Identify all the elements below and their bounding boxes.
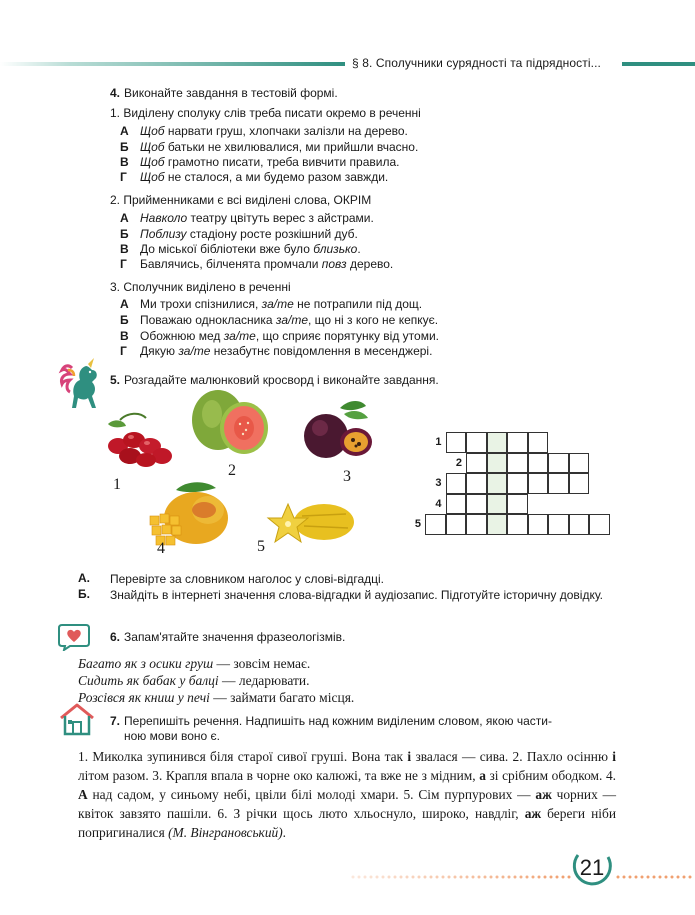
footer-dot [556, 876, 559, 879]
crossword-cell[interactable] [528, 514, 549, 535]
option-3d: Г Дякую за/те незабутнє повідомлення в месенджері. [120, 344, 433, 358]
footer-dot [388, 876, 391, 879]
fruit-label-5: 5 [257, 538, 265, 555]
crossword-cell[interactable] [569, 453, 590, 474]
footer-dot [526, 876, 529, 879]
footer-dot [659, 876, 662, 879]
footer-dot [358, 876, 361, 879]
footer-dot [400, 876, 403, 879]
fruit-label-2: 2 [228, 462, 236, 479]
footer-dot [538, 876, 541, 879]
footer-dot [376, 876, 379, 879]
footer-dot [502, 876, 505, 879]
footer-dot [532, 876, 535, 879]
crossword-cell[interactable] [487, 514, 508, 535]
crossword-cell[interactable] [507, 514, 528, 535]
crossword-cell[interactable] [507, 453, 528, 474]
unicorn-icon [58, 358, 106, 413]
crossword-cell[interactable] [528, 453, 549, 474]
crossword-row-number: 5 [414, 518, 421, 530]
crossword-cell[interactable] [569, 473, 590, 494]
footer-dot [490, 876, 493, 879]
footer-dot [418, 876, 421, 879]
task-title: Виконайте завдання в тестовій формі. [124, 86, 338, 100]
task-number: 5. [110, 373, 121, 387]
footer-dot [508, 876, 511, 879]
crossword-cell[interactable] [528, 473, 549, 494]
option-1b: Б Щоб батьки не хвилювалися, ми прийшли вчасно. [120, 140, 419, 154]
option-2d: Г Бавлячись, білченята промчали повз дерево. [120, 257, 394, 271]
passion-fruit-image [300, 398, 380, 466]
footer-dot [653, 876, 656, 879]
crossword-cell[interactable] [507, 494, 528, 515]
task-7-title-cont: ною мови воно є. [124, 729, 220, 743]
header-rule-right [622, 62, 695, 66]
paragraph-text: 1. Миколка зупинився біля старої сивої груші. Вона так [78, 749, 408, 764]
footer-dot [689, 876, 692, 879]
footer-dot [394, 876, 397, 879]
footer-dot [520, 876, 523, 879]
crossword-cell[interactable] [446, 432, 467, 453]
running-header [0, 56, 695, 72]
crossword-cell[interactable] [548, 453, 569, 474]
cornelian-cherry-image [100, 410, 180, 473]
task-4-heading [110, 86, 338, 100]
highlighted-word: і [407, 749, 412, 764]
crossword-cell[interactable] [528, 432, 549, 453]
fruit-label-4: 4 [157, 540, 165, 557]
task-title: Запам'ятайте значення фразеологізмів. [124, 630, 346, 644]
footer-dot [671, 876, 674, 879]
task-7-heading [110, 714, 552, 728]
footer-dot [484, 876, 487, 879]
page-number-badge [570, 847, 614, 889]
footer-dot [629, 876, 632, 879]
footer-dot [424, 876, 427, 879]
footer-dot [647, 876, 650, 879]
question-3: 3. Сполучник виділено в реченні [110, 280, 291, 294]
crossword-cell[interactable] [466, 432, 487, 453]
paragraph-text: зі срібним ободком. 4. [485, 768, 616, 783]
task-title: Перепишіть речення. Надпишіть над кожним виділеним словом, якою части- [124, 714, 552, 728]
footer-dots-right [615, 874, 695, 880]
crossword-cell[interactable] [487, 453, 508, 474]
footer-dot [623, 876, 626, 879]
crossword-grid [414, 432, 615, 542]
option-2b: Б Поблизу стадіону росте розкішний дуб. [120, 227, 358, 241]
footer-dot [641, 876, 644, 879]
task-6-heading [110, 630, 345, 644]
page-number: 21 [579, 855, 605, 880]
option-2a: А Навколо театру цвітуть верес з айстрами. [120, 211, 374, 225]
crossword-cell[interactable] [569, 514, 590, 535]
footer-dot [364, 876, 367, 879]
crossword-row-number: 1 [435, 436, 442, 448]
crossword-cell[interactable] [507, 432, 528, 453]
footer-dot [562, 876, 565, 879]
footer-dot [496, 876, 499, 879]
crossword-cell[interactable] [487, 494, 508, 515]
crossword-row-number: 2 [455, 456, 462, 469]
header-title: § 8. Сполучники сурядності та підрядності... [352, 56, 601, 70]
task-title: Розгадайте малюнковий кросворд і виконайте завдання. [124, 373, 439, 387]
crossword-cell[interactable] [487, 432, 508, 453]
option-1a: А Щоб нарвати груш, хлопчаки залізли на дерево. [120, 124, 408, 138]
task-number: 6. [110, 630, 121, 644]
crossword-cell[interactable] [466, 514, 487, 535]
highlighted-word: і [612, 749, 616, 764]
crossword-cell[interactable] [466, 453, 487, 474]
footer-dot [406, 876, 409, 879]
crossword-cell[interactable] [446, 494, 467, 515]
fruit-label-3: 3 [343, 468, 351, 485]
footer-dot [412, 876, 415, 879]
crossword-cell[interactable] [466, 494, 487, 515]
option-3a: А Ми трохи спізнилися, за/те не потрапили під дощ. [120, 297, 423, 311]
paragraph-text: літом разом. 3. Крапля впала в чорне око калюжі, та вже не з мідним, [78, 768, 480, 783]
footer-dot [430, 876, 433, 879]
crossword-row-number: 3 [435, 477, 442, 489]
footer-dot [436, 876, 439, 879]
heart-message-icon [58, 623, 90, 654]
crossword-row-number: 4 [435, 497, 442, 510]
paragraph-text: над садом, у синьому небі, цвіли білі молоді хмари. 5. Сім пурпурових — [87, 787, 536, 802]
footer-dot [635, 876, 638, 879]
option-1c: В Щоб грамотно писати, треба вивчити правила. [120, 155, 400, 169]
highlighted-word: аж [535, 787, 552, 802]
footer-dot [478, 876, 481, 879]
footer-dot [448, 876, 451, 879]
highlighted-word: аж [524, 806, 542, 821]
footer-dot [454, 876, 457, 879]
footer-dot [382, 876, 385, 879]
footer-dot [683, 876, 686, 879]
paragraph-text: (М. Вінграновський) [168, 825, 283, 840]
paragraph-text: звалася — сива. 2. Пахло осінню [411, 749, 613, 764]
task-number: 7. [110, 714, 121, 728]
crossword-cell[interactable] [446, 473, 467, 494]
highlighted-word: А [78, 787, 88, 802]
footer-dot [466, 876, 469, 879]
highlighted-word: а [479, 768, 486, 783]
footer-dots-left [350, 874, 572, 880]
task-5-heading [110, 373, 439, 387]
task-number: 4. [110, 86, 121, 100]
crossword-cell[interactable] [548, 473, 569, 494]
footer-dot [665, 876, 668, 879]
crossword-cell[interactable] [487, 473, 508, 494]
footer-dot [617, 876, 620, 879]
option-3c: В Обожнюю мед за/те, що сприяє порятунку від утоми. [120, 329, 439, 343]
crossword-cell[interactable] [548, 514, 569, 535]
phrase-3: Розсівся як книш у печі — займати багато місця. [78, 690, 355, 705]
home-icon [58, 702, 96, 739]
crossword-cell[interactable] [507, 473, 528, 494]
footer-dot [370, 876, 373, 879]
paragraph-text: чорних — квіток завзято пашіли. 6. З річки щось люто хльоснуло, широко, навдліг, [78, 787, 616, 821]
fruit-label-1: 1 [113, 476, 121, 493]
header-rule-left [0, 62, 345, 66]
option-3b: Б Поважаю однокласника за/те, що ні з кого не кепкує. [120, 313, 439, 327]
paragraph-text: береги ніби попригиналися [78, 806, 616, 840]
footer-dot [352, 876, 355, 879]
question-2: 2. Прийменниками є всі виділені слова, ОКРІМ [110, 193, 372, 207]
phrase-2: Сидить як бабак у балці — ледарювати. [78, 673, 310, 688]
footer-dot [677, 876, 680, 879]
option-1d: Г Щоб не сталося, а ми будемо разом завжди. [120, 170, 389, 184]
guava-image [188, 388, 273, 461]
footer-dot [460, 876, 463, 879]
question-1: 1. Виділену сполуку слів треба писати окремо в реченні [110, 106, 421, 120]
crossword-cell[interactable] [425, 514, 446, 535]
paragraph-text: . [282, 825, 287, 840]
crossword-cell[interactable] [446, 514, 467, 535]
footer-dot [544, 876, 547, 879]
exercise-paragraph [78, 747, 616, 842]
option-2c: В До міської бібліотеки вже було близько. [120, 242, 361, 256]
crossword-cell[interactable] [466, 473, 487, 494]
footer-dot [550, 876, 553, 879]
footer-dot [442, 876, 445, 879]
phrase-1: Багато як з осики груш — зовсім немає. [78, 656, 311, 671]
crossword-cell[interactable] [589, 514, 610, 535]
footer-dot [472, 876, 475, 879]
carambola-image [266, 496, 356, 559]
footer-dot [514, 876, 517, 879]
